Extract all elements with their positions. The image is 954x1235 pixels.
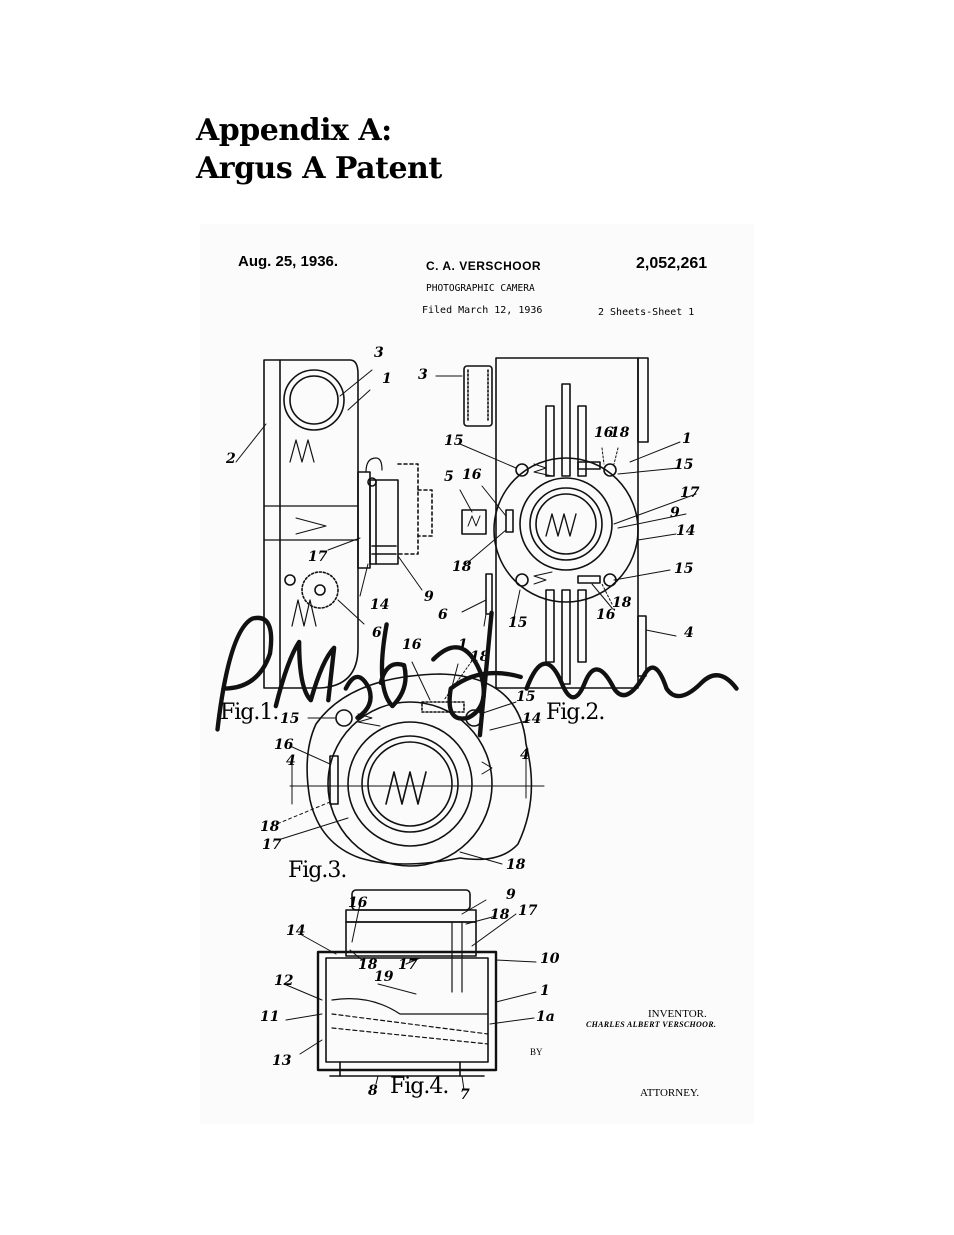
ref-numeral: 6 bbox=[438, 607, 448, 623]
ref-numeral: 5 bbox=[444, 469, 454, 485]
ref-numeral: 18 bbox=[612, 595, 632, 611]
ref-numeral: 16 bbox=[402, 637, 422, 653]
ref-numeral: 4 bbox=[520, 747, 530, 763]
ref-numeral: 4 bbox=[286, 753, 296, 769]
ref-numeral: 1 bbox=[540, 983, 550, 999]
ref-numeral: 9 bbox=[506, 887, 516, 903]
ref-numeral: 18 bbox=[506, 857, 526, 873]
patent-sheet-count: 2 Sheets-Sheet 1 bbox=[598, 307, 695, 318]
heading-line-1: Appendix A: bbox=[196, 113, 392, 148]
ref-numeral: 18 bbox=[490, 907, 510, 923]
ref-numeral: 18 bbox=[358, 957, 378, 973]
ref-numeral: 3 bbox=[374, 345, 384, 361]
ref-numeral: 18 bbox=[470, 649, 490, 665]
ref-numeral: 15 bbox=[674, 561, 694, 577]
ref-numeral: 14 bbox=[676, 523, 696, 539]
heading-line-2: Argus A Patent bbox=[196, 151, 442, 186]
ref-numeral: 8 bbox=[368, 1083, 378, 1099]
ref-numeral: 16 bbox=[596, 607, 616, 623]
ref-numeral: 15 bbox=[280, 711, 300, 727]
inventor-full-name: CHARLES ALBERT VERSCHOOR. bbox=[586, 1020, 717, 1029]
ref-numeral: 18 bbox=[610, 425, 630, 441]
ref-numeral: 14 bbox=[522, 711, 542, 727]
ref-numeral: 9 bbox=[424, 589, 434, 605]
patent-inventor: C. A. VERSCHOOR bbox=[426, 259, 542, 273]
ref-numeral: 2 bbox=[226, 451, 236, 467]
fig1-label: Fig.1. bbox=[220, 700, 279, 725]
ref-numeral: 17 bbox=[262, 837, 282, 853]
ref-numeral: 10 bbox=[540, 951, 560, 967]
fig4-label: Fig.4. bbox=[390, 1074, 449, 1099]
by-label: BY bbox=[530, 1047, 543, 1057]
patent-date: Aug. 25, 1936. bbox=[238, 253, 339, 270]
inventor-label: INVENTOR. bbox=[648, 1008, 707, 1020]
ref-numeral: 3 bbox=[418, 367, 428, 383]
ref-numeral: 14 bbox=[370, 597, 390, 613]
ref-numeral: 17 bbox=[680, 485, 700, 501]
ref-numeral: 18 bbox=[260, 819, 280, 835]
ref-numeral: 13 bbox=[272, 1053, 292, 1069]
ref-numeral: 16 bbox=[594, 425, 614, 441]
ref-numeral: 16 bbox=[274, 737, 294, 753]
ref-numeral: 15 bbox=[508, 615, 528, 631]
ref-numeral: 17 bbox=[398, 957, 418, 973]
ref-numeral: 16 bbox=[462, 467, 482, 483]
attorney-label: ATTORNEY. bbox=[640, 1087, 700, 1099]
ref-numeral: 6 bbox=[372, 625, 382, 641]
ref-numeral: 15 bbox=[516, 689, 536, 705]
ref-numeral: 1 bbox=[682, 431, 692, 447]
patent-title: PHOTOGRAPHIC CAMERA bbox=[426, 283, 535, 294]
ref-numeral: 4 bbox=[684, 625, 694, 641]
patent-number: 2,052,261 bbox=[636, 255, 708, 272]
fig2-label: Fig.2. bbox=[546, 700, 605, 725]
ref-numeral: 1 bbox=[382, 371, 392, 387]
fig3-label: Fig.3. bbox=[288, 858, 347, 883]
ref-numeral: 12 bbox=[274, 973, 294, 989]
ref-numeral: 17 bbox=[308, 549, 328, 565]
ref-numeral: 14 bbox=[286, 923, 306, 939]
ref-numeral: 15 bbox=[674, 457, 694, 473]
ref-numeral: 11 bbox=[260, 1009, 280, 1025]
ref-numeral: 18 bbox=[452, 559, 472, 575]
ref-numeral: 17 bbox=[518, 903, 538, 919]
ref-numeral: 15 bbox=[444, 433, 464, 449]
ref-numeral: 1 bbox=[458, 637, 468, 653]
ref-numeral: 16 bbox=[348, 895, 368, 911]
ref-numeral: 19 bbox=[374, 969, 394, 985]
page-heading bbox=[196, 112, 442, 188]
ref-numeral: 7 bbox=[460, 1087, 470, 1103]
attorney-signature-icon bbox=[200, 224, 754, 1124]
ref-numeral: 1a bbox=[536, 1009, 555, 1025]
patent-drawing-sheet bbox=[200, 224, 754, 1124]
ref-numeral: 9 bbox=[670, 505, 680, 521]
patent-filed-date: Filed March 12, 1936 bbox=[422, 305, 543, 316]
